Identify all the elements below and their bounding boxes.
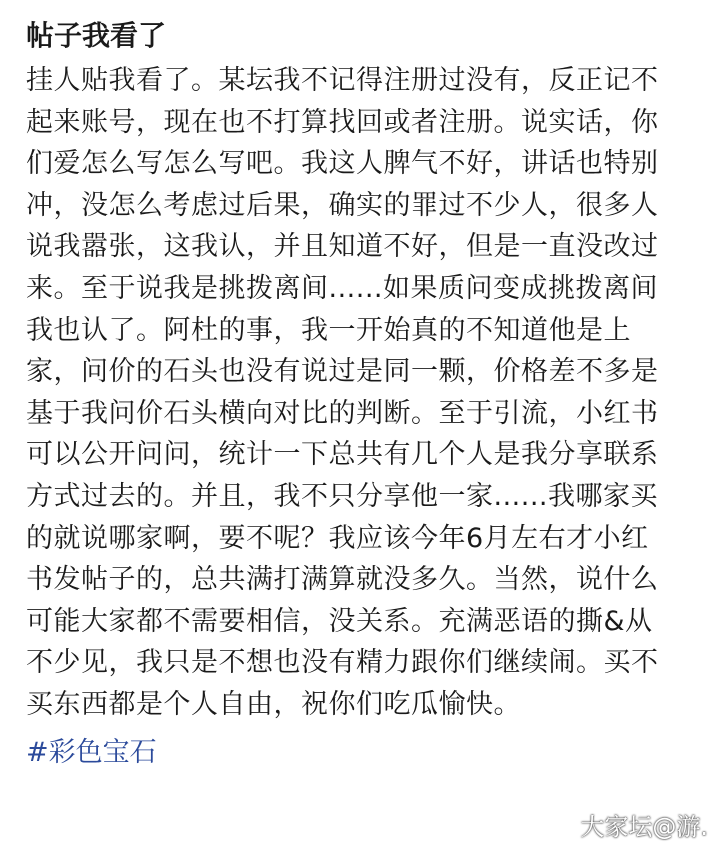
post-title: 帖子我看了 — [26, 19, 167, 52]
post-body-line: 可以公开问问，统计一下总共有几个人是我分享联系 — [26, 439, 659, 471]
post-body-line: 基于我问价石头横向对比的判断。至于引流，小红书 — [26, 397, 659, 429]
post-body-line: 说我嚣张，这我认，并且知道不好，但是一直没改过 — [26, 231, 659, 263]
post-body-line: 的就说哪家啊，要不呢？我应该今年6月左右才小红 — [26, 522, 649, 554]
post-body-line: 我也认了。阿杜的事，我一开始真的不知道他是上 — [26, 314, 631, 346]
post-body-line: 起来账号，现在也不打算找回或者注册。说实话，你 — [26, 106, 659, 138]
post-body-line: 冲，没怎么考虑过后果，确实的罪过不少人，很多人 — [26, 189, 659, 221]
topic-tag-link[interactable]: #彩色宝石 — [26, 736, 157, 768]
post-body-line: 们爱怎么写怎么写吧。我这人脾气不好，讲话也特别 — [26, 148, 659, 180]
post-body-line: 挂人贴我看了。某坛我不记得注册过没有，反正记不 — [26, 65, 659, 96]
post-container — [26, 14, 698, 773]
site-watermark: 大家坛@游. — [580, 813, 708, 841]
post-body-line: 可能大家都不需要相信，没关系。充满恶语的撕&从 — [26, 605, 653, 637]
post-body-line: 买东西都是个人自由，祝你们吃瓜愉快。 — [26, 688, 521, 720]
post-body-line: 书发帖子的，总共满打满算就没多久。当然，说什么 — [26, 564, 659, 596]
post-body-line: 家，问价的石头也没有说过是同一颗，价格差不多是 — [26, 356, 659, 388]
post-body-line: 不少见，我只是不想也没有精力跟你们继续闹。买不 — [26, 647, 659, 679]
post-body-line: 来。至于说我是挑拨离间......如果质问变成挑拨离间 — [26, 272, 658, 304]
post-body-line: 方式过去的。并且，我不只分享他一家......我哪家买 — [26, 480, 658, 512]
post-body — [26, 60, 698, 726]
